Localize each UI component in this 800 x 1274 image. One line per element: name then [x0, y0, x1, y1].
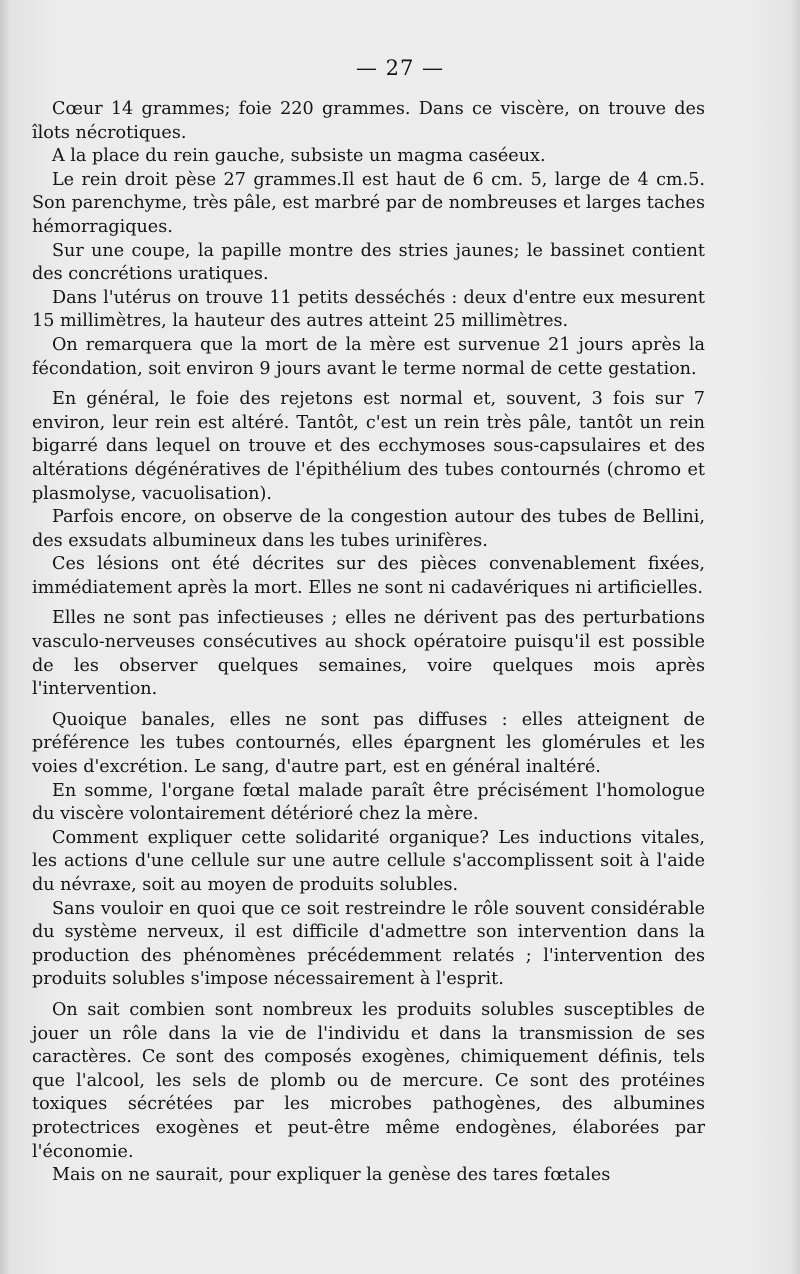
paragraph: On sait combien sont nombreux les produits solubles susceptibles de jouer un rôle dans la vie de l'individu et dans la transmission de ses caractères. Ce sont des composés exogènes, chimiquement définis, tels que l'alcool, les sels de plomb ou de mercure. Ce sont des protéines toxiques sécrétées par les microbes pathogènes, des albumines protectrices exogènes et peut-être même endogènes, élaborées par l'économie.	[32, 999, 705, 1162]
paragraph: Mais on ne saurait, pour expliquer la genèse des tares fœtales	[52, 1165, 611, 1186]
paragraph: Elles ne sont pas infectieuses ; elles ne dérivent pas des perturbations vasculo-nerveuses consécutives au shock opératoire puisqu'il est possible de les observer quelques semaines, voire quelques mois après l'intervention.	[32, 608, 705, 700]
paragraph: En général, le foie des rejetons est normal et, souvent, 3 fois sur 7 environ, leur rein est altéré. Tantôt, c'est un rein très pâle, tantôt un rein bigarré dans lequel on trouve et des ecchymoses sous-capsulaires et des altérations dégénératives de l'épithélium des tubes contournés (chromo et plasmolyse, vacuolisation).	[32, 389, 705, 504]
paragraph: A la place du rein gauche, subsiste un magma caséeux.	[52, 146, 546, 167]
paragraph: Sur une coupe, la papille montre des stries jaunes; le bassinet contient des concrétions uratiques.	[32, 240, 705, 285]
page-number: — 27 —	[355, 56, 445, 80]
paragraph: En somme, l'organe fœtal malade paraît être précisément l'homologue du viscère volontairement détérioré chez la mère.	[32, 780, 705, 825]
paragraph: Ces lésions ont été décrites sur des pièces convenablement fixées, immédiatement après la mort. Elles ne sont ni cadavériques ni artificielles.	[32, 554, 705, 598]
paragraph: Parfois encore, on observe de la congestion autour des tubes de Bellini, des exsudats albumineux dans les tubes urinifères.	[32, 507, 705, 551]
paragraph: Cœur 14 grammes; foie 220 grammes. Dans ce viscère, on trouve des îlots nécrotiques.	[32, 99, 705, 143]
paragraph: On remarquera que la mort de la mère est survenue 21 jours après la fécondation, soit environ 9 jours avant le terme normal de cette gestation.	[32, 334, 705, 379]
paragraph: Le rein droit pèse 27 grammes.Il est haut de 6 cm. 5, large de 4 cm.5. Son parenchyme, très pâle, est marbré par de nombreuses et larges taches hémorragiques.	[32, 169, 705, 237]
paragraph: Dans l'utérus on trouve 11 petits desséchés : deux d'entre eux mesurent 15 millimètres, la hauteur des autres atteint 25 millimètres.	[32, 287, 705, 332]
paragraph: Sans vouloir en quoi que ce soit restreindre le rôle souvent considérable du système nerveux, il est difficile d'admettre son intervention dans la production des phénomènes précédemment relatés ; l'intervention des produits solubles s'impose nécessairement à l'esprit.	[32, 898, 705, 990]
paragraph: Comment expliquer cette solidarité organique? Les inductions vitales, les actions d'une cellule sur une autre cellule s'accomplissent soit à l'aide du névraxe, soit au moyen de produits solubles.	[32, 827, 705, 895]
body-text	[32, 98, 705, 1188]
paragraph: Quoique banales, elles ne sont pas diffuses : elles atteignent de préférence les tubes contournés, elles épargnent les glomérules et les voies d'excrétion. Le sang, d'autre part, est en général inaltéré.	[32, 709, 705, 778]
